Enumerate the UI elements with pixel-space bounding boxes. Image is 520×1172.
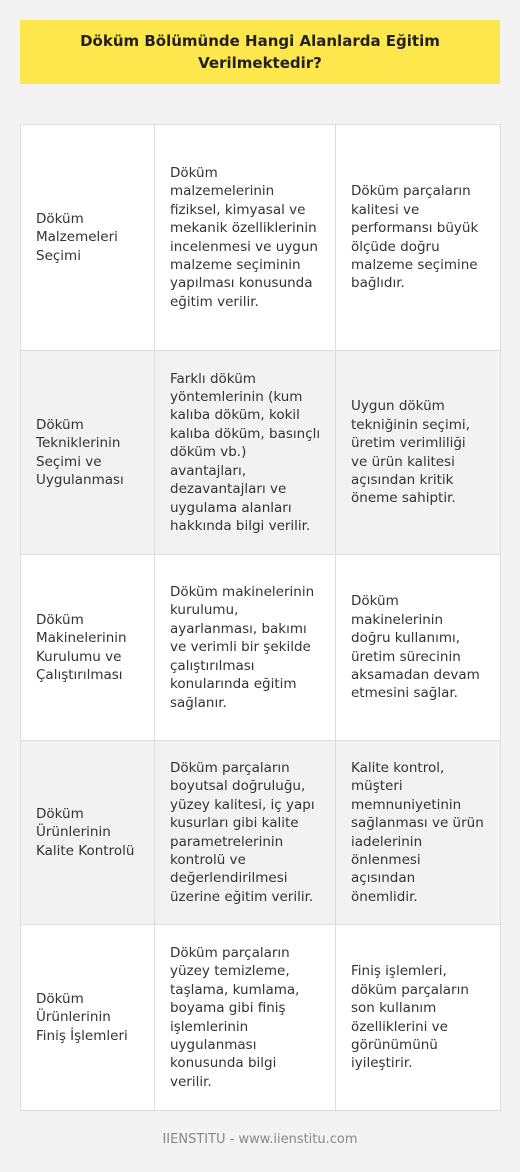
importance-cell: Döküm parçaların kalitesi ve performansı büyük ölçüde doğru malzeme seçimine bağlıdır. [336, 125, 501, 351]
importance-cell: Finiş işlemleri, döküm parçaların son kullanım özelliklerini ve görünümünü iyileştirir. [336, 925, 501, 1111]
table-row [21, 351, 501, 555]
importance-cell: Kalite kontrol, müşteri memnuniyetinin sağlanması ve ürün iadelerinin önlenmesi açısından önemlidir. [336, 741, 501, 925]
page-title: Döküm Bölümünde Hangi Alanlarda Eğitim Verilmektedir? [80, 32, 440, 72]
training-areas-table [20, 124, 501, 1111]
description-cell: Döküm malzemelerinin fiziksel, kimyasal ve mekanik özelliklerinin incelenmesi ve uygun malzeme seçiminin yapılması konusunda eğitim verilir. [155, 125, 336, 351]
area-cell: Döküm Ürünlerinin Finiş İşlemleri [21, 925, 155, 1111]
area-cell: Döküm Ürünlerinin Kalite Kontrolü [21, 741, 155, 925]
title-banner [20, 20, 500, 84]
table-row [21, 741, 501, 925]
description-cell: Döküm parçaların yüzey temizleme, taşlama, kumlama, boyama gibi finiş işlemlerinin uygulanması konusunda bilgi verilir. [155, 925, 336, 1111]
table-row [21, 555, 501, 741]
importance-cell: Uygun döküm tekniğinin seçimi, üretim verimliliği ve ürün kalitesi açısından kritik öneme sahiptir. [336, 351, 501, 555]
description-cell: Döküm makinelerinin kurulumu, ayarlanması, bakımı ve verimli bir şekilde çalıştırılması konularında eğitim sağlanır. [155, 555, 336, 741]
importance-cell: Döküm makinelerinin doğru kullanımı, üretim sürecinin aksamadan devam etmesini sağlar. [336, 555, 501, 741]
area-cell: Döküm Malzemeleri Seçimi [21, 125, 155, 351]
description-cell: Döküm parçaların boyutsal doğruluğu, yüzey kalitesi, iç yapı kusurları gibi kalite parametrelerinin kontrolü ve değerlendirilmesi üzerine eğitim verilir. [155, 741, 336, 925]
area-cell: Döküm Makinelerinin Kurulumu ve Çalıştırılması [21, 555, 155, 741]
footer-credit: IIENSTITU - www.iienstitu.com [162, 1132, 358, 1147]
area-cell: Döküm Tekniklerinin Seçimi ve Uygulanması [21, 351, 155, 555]
description-cell: Farklı döküm yöntemlerinin (kum kalıba döküm, kokil kalıba döküm, basınçlı döküm vb.) avantajları, dezavantajları ve uygulama alanları hakkında bilgi verilir. [155, 351, 336, 555]
table-row [21, 125, 501, 351]
table-row [21, 925, 501, 1111]
